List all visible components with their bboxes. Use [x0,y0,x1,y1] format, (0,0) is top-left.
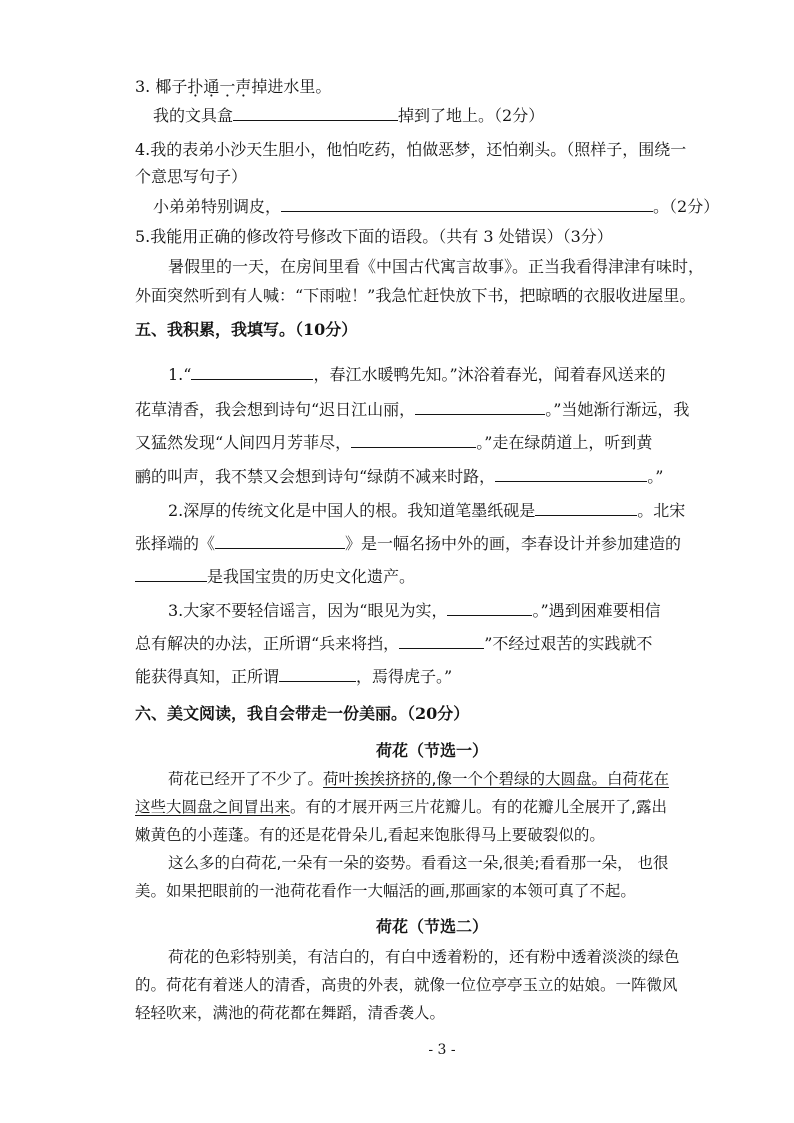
q3-text-pre: 3. 椰子 [135,77,188,96]
q3-fill-prefix: 我的文具盒 [153,106,234,125]
s5-p1-text: 。”走在绿荫道上，听到黄 [476,433,653,452]
s5-answer-blank[interactable] [279,666,356,682]
q4-answer-blank[interactable] [281,196,653,212]
s5-p2-line3 [135,566,415,588]
passage1-line2 [135,796,667,818]
s5-answer-blank[interactable] [535,500,637,516]
s5-p1-text: ，春江水暖鸭先知。”沐浴着春光，闻着春风送来的 [313,365,666,384]
q5-title: 5.我能用正确的修改符号修改下面的语段。（共有 3 处错误）（3分） [135,227,613,246]
section5-heading: 五、我积累，我填写。（10分） [135,320,358,339]
s5-answer-blank[interactable] [495,466,647,482]
passage2-line1: 荷花的色彩特别美，有洁白的，有白中透着粉的，还有粉中透着淡淡的绿色 [168,948,680,966]
passage2-line2: 的。荷花有着迷人的清香，高贵的外表，就像一位位亭亭玉立的姑娘。一阵微风 [135,976,678,994]
passage1-text: 。有的才展开两三片花瓣儿。有的花瓣儿全展开了,露出 [290,798,667,816]
q3-line [135,76,331,98]
q4-fill-suffix: 。（2分） [653,197,720,216]
s5-p3-text: ，焉得虎子。” [356,667,453,686]
s5-answer-blank[interactable] [135,566,207,582]
q4-line2: 个意思写句子） [135,167,248,186]
s5-p3-text: ”不经过艰苦的实践就不 [484,634,653,653]
s5-answer-blank[interactable] [191,364,313,380]
s5-answer-blank[interactable] [351,432,476,448]
passage1-line3: 嫩黄色的小莲蓬。有的还是花骨朵儿,看起来饱胀得马上要破裂似的。 [135,826,605,844]
passage1-title: 荷花（节选一） [375,741,488,760]
s5-answer-blank[interactable] [447,600,532,616]
s5-p3-line1 [168,600,661,622]
s5-p2-text: 是我国宝贵的历史文化遗产。 [207,567,416,586]
passage1-underlined-sentence: 这些大圆盘之间冒出来 [135,798,291,816]
s5-p1-line1 [168,364,666,386]
q3-dotted-char: 声 [235,77,252,96]
s5-p1-text: 鹂的叫声，我不禁又会想到诗句“绿荫不减来时路， [135,467,496,486]
passage1-line5: 美。如果把眼前的一池荷花看作一大幅活的画,那画家的本领可真了不起。 [135,882,636,900]
s5-p1-text: 。”当她渐行渐远，我 [545,400,690,419]
s5-p2-text: 》是一幅名扬中外的画，李春设计并参加建造的 [345,534,682,553]
s5-p3-text: 能获得真知，正所谓 [135,667,280,686]
s5-answer-blank[interactable] [415,399,545,415]
q3-fill-line [153,105,544,127]
q3-answer-blank[interactable] [233,105,398,121]
q5-passage-line1: 暑假里的一天，在房间里看《中国古代寓言故事》。正当我看得津津有味时， [168,257,705,276]
passage2-line3: 轻轻吹来，满池的荷花都在舞蹈，清香袭人。 [135,1004,446,1022]
q3-dotted-char: 扑 [187,77,204,96]
s5-p1-text: 1.“ [168,365,192,384]
s5-p1-text: 又猛然发现“人间四月芳菲尽， [135,433,352,452]
s5-p1-text: 。” [647,467,664,486]
s5-p3-text: 3.大家不要轻信谣言，因为“眼见为实， [168,601,448,620]
s5-p2-line1 [168,500,685,522]
s5-p2-text: 张择端的《 [135,534,216,553]
s5-p3-line2 [135,633,652,655]
s5-p3-line3 [135,666,452,688]
section6-heading: 六、美文阅读，我自会带走一份美丽。（20分） [135,704,470,723]
s5-p1-text: 花草清香，我会想到诗句“迟日江山丽， [135,400,416,419]
s5-answer-blank[interactable] [399,633,484,649]
s5-p1-line2 [135,399,689,421]
s5-p3-text: 。”遇到困难要相信 [532,601,661,620]
passage1-line1 [168,768,669,790]
s5-p2-text: 。北宋 [637,501,686,520]
passage2-title: 荷花（节选二） [375,917,488,936]
s5-p2-text: 2.深厚的传统文化是中国人的根。我知道笔墨纸砚是 [168,501,536,520]
q3-dotted-char: 一 [219,77,236,96]
q4-fill-prefix: 小弟弟特别调皮， [153,197,282,216]
q4-fill-line [153,196,719,218]
passage1-underlined-sentence: 荷叶挨挨挤挤的,像一个个碧绿的大圆盘。白荷花在 [323,770,669,788]
s5-p1-line3 [135,432,652,454]
page-number: - 3 - [428,1042,456,1058]
q3-dotted-char: 通 [203,77,220,96]
s5-p1-line4 [135,466,663,488]
passage1-text: 荷花已经开了不少了。 [168,770,324,788]
q3-text-post: 掉进水里。 [251,77,332,96]
q4-line1: 4.我的表弟小沙天生胆小，他怕吃药，怕做恶梦，还怕剃头。（照样子，围绕一 [135,140,687,159]
s5-answer-blank[interactable] [215,533,345,549]
q3-fill-suffix: 掉到了地上。（2分） [398,106,545,125]
passage1-line4: 这么多的白荷花,一朵有一朵的姿势。看看这一朵,很美;看看那一朵， 也很 [168,854,669,872]
s5-p3-text: 总有解决的办法，正所谓“兵来将挡， [135,634,400,653]
q5-passage-line2: 外面突然听到有人喊：“下雨啦！”我急忙赶快放下书，把晾晒的衣服收进屋里。 [135,286,696,305]
s5-p2-line2 [135,533,681,555]
